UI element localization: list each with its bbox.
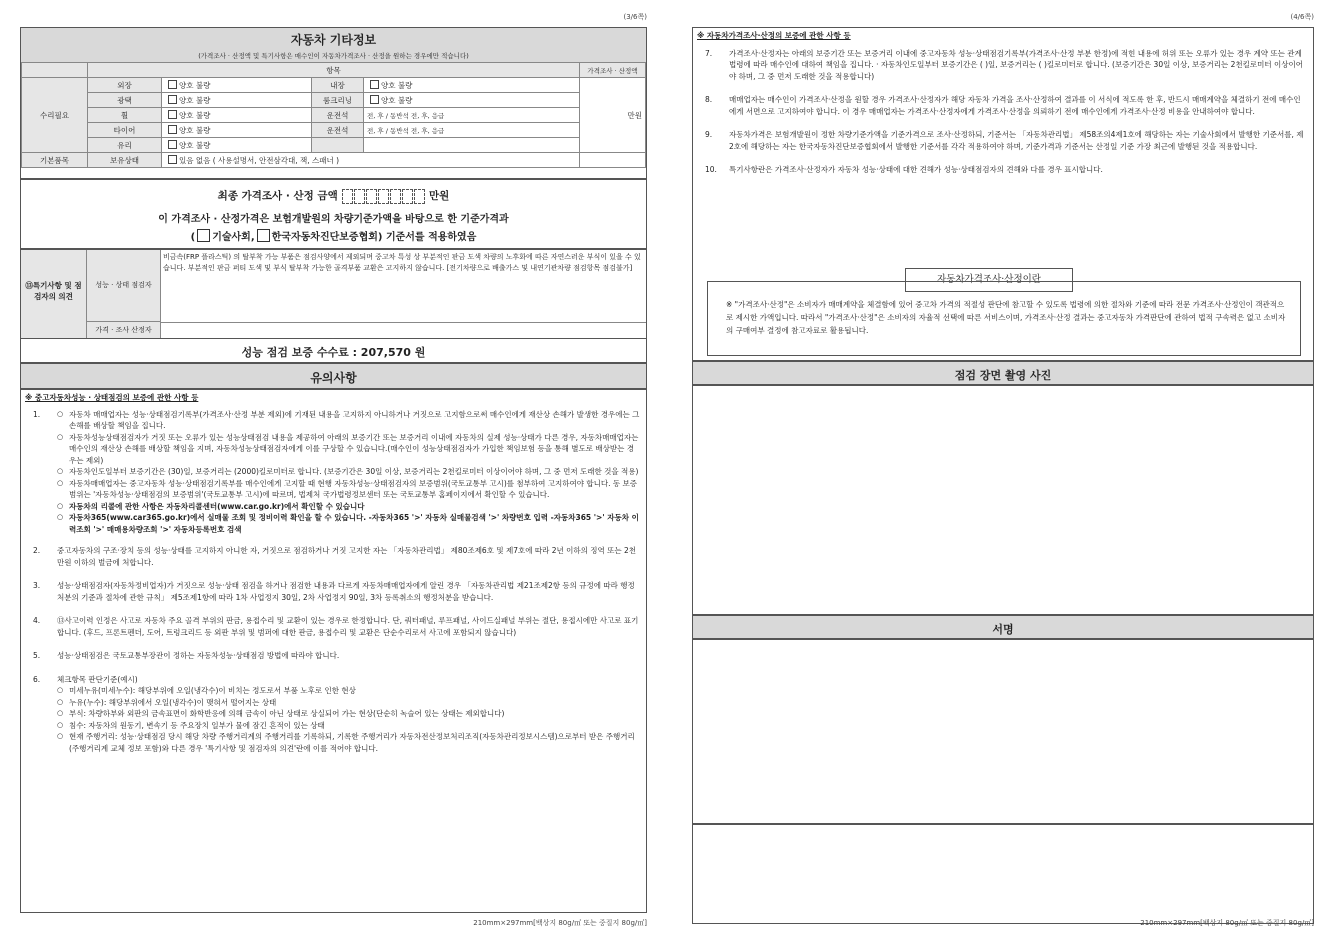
notice-title: 유의사항 xyxy=(20,363,647,389)
photo-area xyxy=(692,385,1314,615)
footer: 210mm×297mm[백상지 80g/㎡ 또는 중질지 80g/㎡] xyxy=(1140,919,1314,927)
checkbox-engineers[interactable] xyxy=(197,229,210,242)
final-price-box xyxy=(20,179,647,249)
col-price: 가격조사 · 산정액 xyxy=(580,63,646,78)
perf-opinion: 비금속(FRP 플라스틱) 의 탈부착 가능 부품은 점검사양에서 제외되며 중고차 특성 상 부분적인 판금 도색 차량의 노후화에 따른 자연스러운 부식이 있을 수 있습니다. 부분적인 판금 퍼티 도색 및 부식 탈부착 가능한 골격부품 교환은 고지하지 않습니다. [전기차량으로 배출가스 및 내연기관차량 점검항목 점검불가] xyxy=(163,253,641,272)
checkbox-association[interactable] xyxy=(257,229,270,242)
basic-options: 있음 없음 ( 사용설명서, 안전삼각대, 잭, 스패너 ) xyxy=(179,155,340,165)
amount-boxes[interactable] xyxy=(341,190,425,202)
row-name: 룸크리닝 xyxy=(312,93,364,108)
price-opinion xyxy=(161,322,646,338)
checkbox[interactable] xyxy=(168,125,177,134)
row-options: 양호 불량 xyxy=(179,80,211,90)
footer: 210mm×297mm[백상지 80g/㎡ 또는 중질지 80g/㎡] xyxy=(473,919,647,927)
sign-box xyxy=(692,639,1314,824)
row-name: 타이어 xyxy=(88,123,162,138)
row-name: 유리 xyxy=(88,138,162,153)
checkbox[interactable] xyxy=(168,80,177,89)
warranty-item: 8. 매매업자는 매수인이 가격조사·산정을 원할 경우 가격조사·산정자가 해당 자동차 가격을 조사·산정하여 결과를 이 서식에 적도록 한 후, 반드시 매매계약을 체결하기 전에 매수인에게 서면으로 고지하여야 합니다. 이 경우 매매업자는 가격조사·산정자에게 가격조사·산정을 의뢰하기 전에 매수인에게 가격조사·산정 비용을 안내하여야 합니다. xyxy=(705,95,1301,116)
special-label: ⑬특기사항 및 점검자의 의견 xyxy=(21,250,87,338)
row-name: 내장 xyxy=(312,78,364,93)
warranty-item: 9. 자동차가격은 보험개발원이 정한 차량기준가액을 기준가격으로 조사·산정하되, 기준서는 「자동차관리법」 제58조의4제1호에 해당하는 자는 기술사회에서 발행한 기준서를, 제2호에 해당하는 자는 한국자동차진단보증협회에서 발행한 기준서를 각각 적용하여야 하며, 기준가격과 기준서는 산정일 기준 가장 최근에 발행된 것을 적용합니다. xyxy=(705,130,1304,151)
page-number: (4/6쪽) xyxy=(1290,13,1314,21)
row-name: 운전석 xyxy=(312,123,364,138)
row-options: 양호 불량 xyxy=(179,125,211,135)
warranty-item: 7. 가격조사·산정자는 아래의 보증기간 또는 보증거리 이내에 중고자동차 성능·상태점검기록부(가격조사·산정 부분 한정)에 적힌 내용에 허위 또는 오류가 있는 경우 계약 또는 관계법령에 따라 매수인에 대하여 책임을 집니다. · 자동차인도일부터 보증기간은 ( )일, 보증거리는 ( )킬로미터로 합니다. (보증기간은 30일 이상, 보증거리는 2천킬로미터 이상이어야 하며, 그 중 먼저 도래한 것을 적용합니다) xyxy=(705,48,1303,81)
repair-label: 수리필요 xyxy=(22,78,88,153)
page-number: (3/6쪽) xyxy=(623,13,647,21)
section-subtitle: (가격조사 · 산정액 및 특기사항은 매수인이 자동차가격조사 · 산정을 원하는 경우에만 적습니다) xyxy=(198,52,469,60)
row-name: 광택 xyxy=(88,93,162,108)
row-options: 양호 불량 xyxy=(179,95,211,105)
final-price-unit: 만원 xyxy=(429,190,450,202)
sign-title: 서명 xyxy=(692,615,1314,639)
other-info-table xyxy=(21,62,646,168)
price-def-title: 자동차가격조사·산정이란 xyxy=(905,268,1073,292)
row-name: 휠 xyxy=(88,108,162,123)
final-price-label: 최종 가격조사 · 산정 금액 xyxy=(217,190,338,202)
notice-item: 3. 성능·상태점검자(자동차정비업자)가 거짓으로 성능·상태 점검을 하거나 점검한 내용과 다르게 자동차매매업자에게 알린 경우 「자동차관리법 제21조제2항 등의 규정에 따라 행정처분의 기준과 절차에 관한 규칙」 제5조제1항에 따라 1차 사업정지 30일, 2차 사업정지 90일, 3차 등록취소의 행정처분을 받습니다. xyxy=(33,581,635,602)
notice-item: 4. ⑬사고이력 인정은 사고로 자동차 주요 골격 부위의 판금, 용접수리 및 교환이 있는 경우로 한정합니다. 단, 쿼터패널, 루프패널, 사이드실패널 부위는 절단, 용접시에만 사고로 표기합니다. (후드, 프론트펜더, 도어, 트렁크리드 등 외판 부위 및 범퍼에 대한 판금, 용접수리 및 교환은 단순수리로서 사고에 포함되지 않습니다) xyxy=(33,616,639,637)
section-title: 자동차 기타정보 xyxy=(290,33,377,47)
section-header xyxy=(21,28,646,62)
checkbox[interactable] xyxy=(168,155,177,164)
special-notes xyxy=(20,249,647,339)
basic-label: 기본품목 xyxy=(22,153,88,168)
notice-item: 2. 중고자동차의 구조·장치 등의 성능·상태를 고지하지 아니한 자, 거짓으로 점검하거나 거짓 고지한 자는 「자동차관리법」 제80조제6호 및 제7호에 따라 2년 이하의 징역 또는 2천만원 이하의 벌금에 처합니다. xyxy=(33,546,637,567)
checkbox[interactable] xyxy=(370,95,379,104)
section-head: ※ 자동차가격조사·산정의 보증에 관한 사항 등 xyxy=(697,31,851,40)
notice-item: 5. 성능·상태점검은 국토교통부장관이 정하는 자동차성능·상태점검 방법에 따라야 합니다. xyxy=(33,651,340,660)
receipt-box xyxy=(692,824,1314,924)
notices xyxy=(20,389,647,913)
perf-label: 성능 · 상태 점검자 xyxy=(87,250,161,322)
page-4 xyxy=(667,0,1334,940)
row-name: 외장 xyxy=(88,78,162,93)
row-options: 양호 불량 xyxy=(179,110,211,120)
row-options: 양호 불량 xyxy=(179,140,211,150)
row-options: 전, 후 / 동반석 전, 후, 응급 xyxy=(367,111,445,120)
row-name: 운전석 xyxy=(312,108,364,123)
notice-item: 1. ○ 자동차 매매업자는 성능·상태점검기록부(가격조사·산정 부분 제외)에 기재된 내용을 고지하지 아니하거나 거짓으로 고지함으로써 매수인에게 재산상 손해가 발생한 경우에는 그 손해를 배상할 책임을 집니다. ○ 자동차성능상태점검자가 거짓 또는 오류가 있는 성능상태점검 내용을 제공하여 아래의 보증기간 또는 보증거리 이내에 자동차의 실제 성능·상태가 다른 경우, 자동차매매업자는 매수인의 재산상 손해를 배상할 책임을 지며, 자동차성능상태점검자에게 이를 구상할 수 있습니다.(매수인이 성능상태점검자가 가입한 책임보험 등을 통해 별도로 배상받는 경우는 제외) ○ 자동차인도일부터 보증기간은 (30)일, 보증거리는 (2000)킬로미터로 합니다. (보증기간은 30일 이상, 보증거리는 2천킬로미터 이상이어야 하며, 그 중 먼저 도래한 것을 적용) ○ 자동차매매업자는 중고자동차 성능·상태점검기록부를 매수인에게 고지할 때 현행 자동차성능·상태점검자의 보증범위(국토교통부 고시)를 첨부하여 고지하여야 합니다. 동 보증범위는 '자동차성능·상태점검의 보증범위'(국토교통부 고시)에 따르며, 법제처 국가법령정보센터 또는 국토교통부 홈페이지에서 확인할 수 있습니다. ○ 자동차의 리콜에 관한 사항은 자동차리콜센터(www.car.go.kr)에서 확인할 수 있습니다 ○ 자동차365(www.car365.go.kr)에서 실매물 조회 및 정비이력 확인을 할 수 있습니다. -자동차365 '>' 자동차 실매물검색 '>' 차량번호 입력 -자동차365 '>' 자동차 이력조회 '>' 매매용차량조회 '>' 자동차등록번호 검색 xyxy=(21,409,640,536)
basic-name: 보유상태 xyxy=(88,153,162,168)
checkbox[interactable] xyxy=(370,80,379,89)
price-def-text: ※ "가격조사·산정"은 소비자가 매매계약을 체결함에 있어 중고차 가격의 적절성 판단에 참고할 수 있도록 법령에 의한 절차와 기준에 따라 전문 가격조사·산정인이 객관적으로 제시한 가액입니다. 따라서 "가격조사·산정"은 소비자의 자율적 선택에 따른 서비스이며, 가격조사·산정 결과는 중고자동차 가격판단에 관하여 법적 구속력은 없고 소비자의 구매여부 결정에 참고자료로 활용됩니다. xyxy=(707,281,1301,356)
checkbox[interactable] xyxy=(168,140,177,149)
row-options: 전, 후 / 동반석 전, 후, 응급 xyxy=(367,126,445,135)
checkbox[interactable] xyxy=(168,110,177,119)
row-options: 양호 불량 xyxy=(381,95,413,105)
col-item: 항목 xyxy=(88,63,580,78)
notice-head: ※ 중고자동차성능 · 상태점검의 보증에 관한 사항 등 xyxy=(25,393,199,402)
basis-line-1: 이 가격조사 · 산정가격은 보험개발원의 차량기준가액을 바탕으로 한 기준가격과 xyxy=(158,213,509,225)
photo-title: 점검 장면 촬영 사진 xyxy=(692,361,1314,385)
vehicle-other-info xyxy=(20,27,647,179)
row-options: 양호 불량 xyxy=(381,80,413,90)
fee: 성능 점검 보증 수수료 : 207,570 원 xyxy=(20,339,647,363)
basis-line-2: ( 기술사회, 한국자동차진단보증협회) 기준서를 적용하였음 xyxy=(21,228,646,243)
price-label: 가격 · 조사 산정자 xyxy=(87,322,161,338)
checkbox[interactable] xyxy=(168,95,177,104)
notice-item: 6. 체크항목 판단기준(예시) ○ 미세누유(미세누수): 해당부위에 오일(냉각수)이 비치는 정도로서 부품 노후로 인한 현상 ○ 누유(누수): 해당부위에서 오일(냉각수)이 맺혀서 떨어지는 상태 ○ 부식: 차량하부와 외판의 금속표면이 화학반응에 의해 금속이 아닌 상태로 상실되어 가는 현상(단순히 녹슬어 있는 상태는 제외합니다) ○ 침수: 자동차의 원동기, 변속기 등 주요장치 일부가 물에 잠긴 흔적이 있는 상태 ○ 현재 주행거리: 성능·상태점검 당시 해당 차량 주행거리계의 주행거리를 기록하되, 기록한 주행거리가 자동차전산정보처리조직(자동차관리정보시스템)으로부터 받은 주행거리(주행거리계 교체 정보 포함)와 다른 경우 '특기사항 및 점검자의 의견'란에 이를 적어야 합니다. xyxy=(21,674,640,755)
warranty-item: 10. 특기사항란은 가격조사·산정자가 자동차 성능·상태에 대한 견해가 성능·상태점검자의 견해와 다를 경우 표시합니다. xyxy=(705,165,1103,174)
price-unit: 만원 xyxy=(580,78,646,153)
price-warranty-section xyxy=(692,27,1314,361)
